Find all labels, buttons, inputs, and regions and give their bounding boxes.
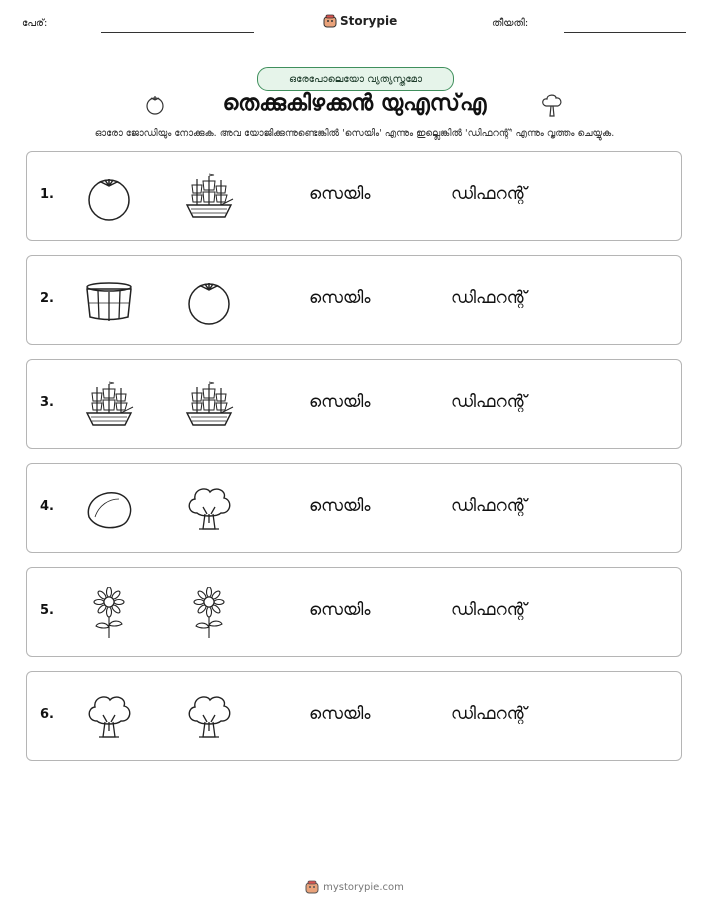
question-row [26,255,682,345]
tomato-icon [183,275,235,327]
brand-logo [323,14,397,28]
sunflower-icon [183,587,235,639]
different-option[interactable]: ഡിഫറന്റ് [451,600,527,620]
name-line [101,32,254,33]
footer-url: mystorypie.com [323,881,404,893]
ship-icon [183,379,235,431]
instructions: ഓരോ ജോഡിയും നോക്കുക. അവ യോജിക്കുന്നുണ്ടെങ്കിൽ 'സെയിം' എന്നും ഇല്ലെങ്കിൽ 'ഡിഫറന്റ്' എന്നും വൃത്തം ചെയ്യുക. [94,128,615,139]
question-number: 2. [40,291,54,306]
question-number: 5. [40,603,54,618]
different-option[interactable]: ഡിഫറന്റ് [451,392,527,412]
question-row [26,359,682,449]
date-line [564,32,686,33]
date-label: തീയതി: [492,18,529,29]
question-row [26,671,682,761]
tree-icon [83,691,135,743]
different-option[interactable]: ഡിഫറന്റ് [451,496,527,516]
sunflower-icon [83,587,135,639]
worksheet-type-badge: ഒരേപോലെയോ വ്യത്യസ്തമോ [257,67,454,91]
question-row [26,151,682,241]
brand-name: Storypie [340,14,398,28]
tree-icon [183,691,235,743]
page-title: തെക്കുകിഴക്കൻ യുഎസ്എ [222,91,487,116]
tomato-icon [83,171,135,223]
question-number: 4. [40,499,54,514]
different-option[interactable]: ഡിഫറന്റ് [451,704,527,724]
same-option[interactable]: സെയിം [309,704,371,724]
question-row [26,463,682,553]
storypie-mascot-icon [305,880,319,894]
storypie-mascot-icon [323,14,337,28]
same-option[interactable]: സെയിം [309,392,371,412]
name-label: പേര്: [22,18,48,29]
same-option[interactable]: സെയിം [309,600,371,620]
tree-icon [183,483,235,535]
potato-icon [83,483,135,535]
question-number: 3. [40,395,54,410]
ship-icon [83,379,135,431]
same-option[interactable]: സെയിം [309,184,371,204]
different-option[interactable]: ഡിഫറന്റ് [451,288,527,308]
same-option[interactable]: സെയിം [309,288,371,308]
drum-icon [83,275,135,327]
question-row [26,567,682,657]
title-tree-icon [539,92,565,118]
question-number: 1. [40,187,54,202]
ship-icon [183,171,235,223]
different-option[interactable]: ഡിഫറന്റ് [451,184,527,204]
same-option[interactable]: സെയിം [309,496,371,516]
question-number: 6. [40,707,54,722]
footer [0,880,709,894]
